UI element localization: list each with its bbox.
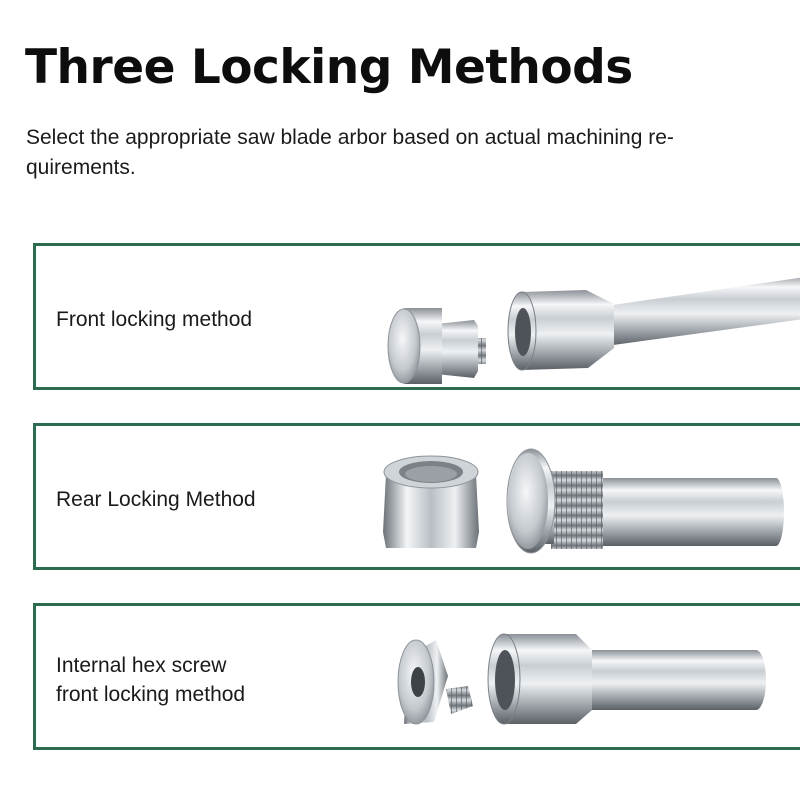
rear-locking-illustration [36, 426, 800, 570]
method-label: Rear Locking Method [56, 488, 256, 511]
threaded-arbor-icon [507, 449, 784, 553]
lock-nut-icon [383, 456, 479, 548]
front-locking-illustration [36, 246, 800, 390]
method-card-rear-locking [33, 423, 800, 570]
hollow-arbor-icon [488, 634, 766, 724]
arbor-cap-screw-icon [388, 308, 486, 384]
internal-hex-illustration [36, 606, 800, 750]
subtitle-line-1: Select the appropriate saw blade arbor based on actual machining re- [26, 126, 674, 149]
method-label: Front locking method [56, 308, 253, 331]
hex-cap-screw-icon [398, 640, 473, 724]
subtitle-line-2: quirements. [26, 156, 136, 179]
method-label: Internal hex screw front locking method [56, 654, 246, 706]
page-subtitle [26, 123, 771, 183]
page-title: Three Locking Methods [25, 40, 633, 95]
method-card-internal-hex [33, 603, 800, 750]
method-card-front-locking [33, 243, 800, 390]
arbor-tube-icon [508, 274, 800, 370]
